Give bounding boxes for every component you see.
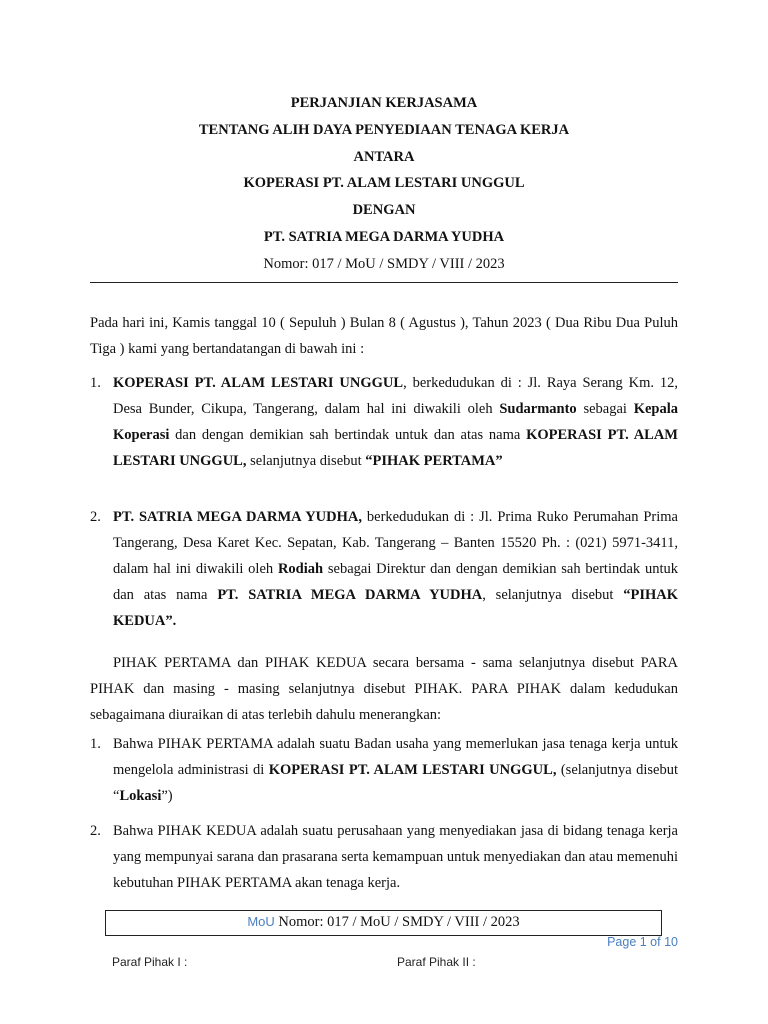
title-line-1: PERJANJIAN KERJASAMA (290, 95, 478, 111)
intro-paragraph: Pada hari ini, Kamis tanggal 10 ( Sepuluh ) Bulan 8 ( Agustus ), Tahun 2023 ( Dua Ribu Dua Puluh Tiga ) kami yang bertandatangan di bawah ini : (90, 315, 678, 357)
party-representative: Sudarmanto (499, 401, 577, 417)
party-text: berkedudukan di : Jl. Prima Ruko Perumahan Prima Tangerang, Desa Karet Kec. Sepatan, Kab. Tangerang – Banten 15520 Ph. : (021) 5971-3411, dalam hal ini diwakili oleh (113, 509, 678, 577)
document-number: Nomor: 017 / MoU / SMDY / VIII / 2023 (263, 255, 505, 272)
paraf-pihak-2: Paraf Pihak II : (397, 955, 476, 969)
recital-text: ”) (161, 788, 173, 804)
title-line-5: DENGAN (352, 202, 416, 219)
recital-bold-location: Lokasi (119, 788, 162, 804)
list-number: 2. (90, 823, 101, 839)
party-item-1 (90, 370, 678, 474)
party-alias: “PIHAK KEDUA”. (113, 587, 679, 629)
party-representative: Rodiah (277, 561, 324, 577)
document-title (90, 90, 678, 278)
party-text: , selanjutnya disebut (482, 587, 624, 603)
paraf-pihak-1: Paraf Pihak I : (112, 955, 188, 969)
footer-document-number-box (105, 910, 662, 936)
list-number: 1. (90, 736, 101, 752)
para-pihak-paragraph: PIHAK PERTAMA dan PIHAK KEDUA secara bersama - sama selanjutnya disebut PARA PIHAK dan masing - masing selanjutnya disebut PIHAK. PARA PIHAK dalam kedudukan sebagaimana diuraikan di atas terlebih dahulu menerangkan: (90, 655, 678, 723)
recital-text: (selanjutnya disebut “ (113, 762, 678, 804)
party-name-repeat: PT. SATRIA MEGA DARMA YUDHA (217, 587, 483, 603)
party-name-repeat: KOPERASI PT. ALAM LESTARI UNGGUL, (113, 427, 678, 469)
title-line-3: ANTARA (353, 148, 415, 165)
party-alias: “PIHAK PERTAMA” (365, 453, 503, 469)
recital-item-1 (90, 731, 678, 809)
party-list-2 (90, 504, 678, 634)
page-number: Page 1 of 10 (607, 935, 678, 949)
party-item-2 (90, 504, 678, 634)
recital-item-2 (90, 818, 678, 896)
party-text: dan dengan demikian sah bertindak untuk dan atas nama (169, 427, 527, 443)
title-line-6: PT. SATRIA MEGA DARMA YUDHA (263, 228, 505, 245)
recital-text: Bahwa PIHAK PERTAMA adalah suatu Badan usaha yang memerlukan jasa tenaga kerja untuk mengelola administrasi di (113, 736, 678, 778)
party-name: PT. SATRIA MEGA DARMA YUDHA, (113, 509, 362, 525)
title-line-2: TENTANG ALIH DAYA PENYEDIAAN TENAGA KERJA (198, 121, 570, 138)
recital-list-1 (90, 731, 678, 809)
mou-tag: MoU (247, 914, 275, 929)
party-text: , berkedudukan di : Jl. Raya Serang Km. 12, Desa Bunder, Cikupa, Tangerang, dalam hal ini diwakili oleh (113, 375, 679, 417)
recital-text: Bahwa PIHAK KEDUA adalah suatu perusahaan yang menyediakan jasa di bidang tenaga kerja yang mempunyai sarana dan prasarana serta kemampuan untuk menyediakan dan atau memenuhi kebutuhan PIHAK PERTAMA akan tenaga kerja. (113, 823, 678, 891)
party-name: KOPERASI PT. ALAM LESTARI UNGGUL (113, 375, 404, 391)
list-number: 1. (90, 375, 101, 391)
title-divider (90, 282, 678, 283)
title-line-4: KOPERASI PT. ALAM LESTARI UNGGUL (243, 175, 525, 192)
party-text: sebagai Direktur dan dengan demikian sah bertindak untuk dan atas nama (113, 561, 678, 603)
recital-bold: KOPERASI PT. ALAM LESTARI UNGGUL, (268, 762, 557, 778)
list-number: 2. (90, 509, 101, 525)
party-role: Kepala Koperasi (113, 401, 678, 443)
party-text: selanjutnya disebut (246, 453, 366, 469)
footer-nomor: Nomor: 017 / MoU / SMDY / VIII / 2023 (274, 914, 520, 930)
recital-list-2 (90, 818, 678, 896)
party-text: sebagai (576, 401, 634, 417)
party-list-1 (90, 370, 678, 474)
